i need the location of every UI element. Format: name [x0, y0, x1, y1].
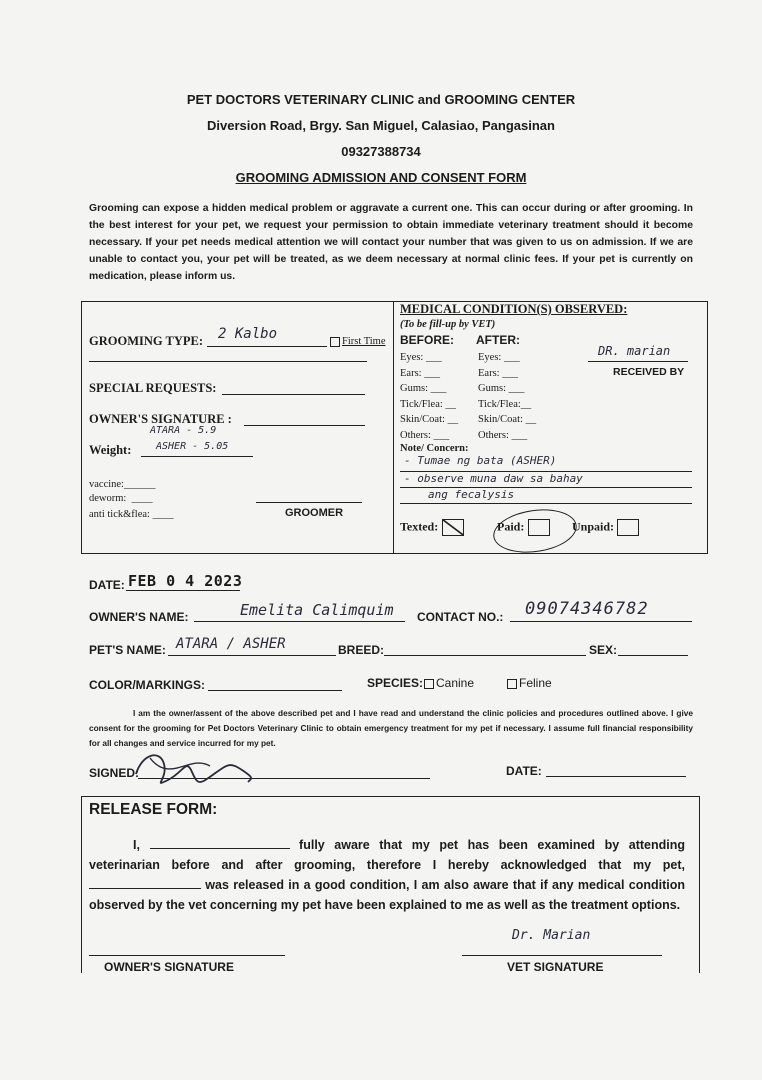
owner-name-value: Emelita Calimquim: [240, 601, 394, 619]
color-markings-field[interactable]: [208, 690, 342, 691]
canine-option[interactable]: [424, 676, 474, 690]
grooming-type-field[interactable]: [207, 346, 327, 347]
before-eyes: Eyes: ___: [400, 352, 442, 363]
after-others: Others: ___: [478, 429, 528, 441]
intro-paragraph: Grooming can expose a hidden medical problem or aggravate a current one. This can occur during or after grooming. In the best interest for your pet, we request your permission to obtain immediate veterinary treatment should it become necessary. If your pet needs medical attention we will contact your number that was given to us on admission. If we are unable to contact you, your pet will be treated, as we deem necessary at normal clinic fees. If your pet is currently on medication, please inform us.: [89, 203, 693, 282]
weight-atara: ATARA - 5.9: [150, 425, 217, 436]
release-text-1: fully aware that my pet has been examined by attending veterinarian before and after grooming, therefore I hereby acknowledged that my pet,: [89, 838, 685, 872]
pet-name-value: ATARA / ASHER: [176, 636, 286, 652]
special-requests-label: SPECIAL REQUESTS:: [89, 381, 217, 395]
after-ears: Ears: ___: [478, 367, 518, 379]
vaccine-label: vaccine:______: [89, 479, 156, 490]
pet-name-label: PET'S NAME:: [89, 643, 166, 657]
form-title: GROOMING ADMISSION AND CONSENT FORM: [235, 170, 527, 185]
date-label: DATE:: [89, 578, 125, 592]
note-label: Note/ Concern:: [400, 443, 469, 454]
release-vet-signature-line[interactable]: [462, 955, 662, 956]
contact-field[interactable]: [510, 621, 692, 622]
after-gums: Gums: ___: [478, 383, 525, 394]
clinic-address: Diversion Road, Brgy. San Miguel, Calasiao, Pangasinan: [207, 118, 555, 133]
anti-tick-label: anti tick&flea: ____: [89, 509, 174, 520]
release-text-start: I,: [133, 838, 140, 852]
before-label: BEFORE:: [400, 333, 454, 347]
received-by-name: DR. marian: [598, 344, 671, 358]
column-divider: [393, 301, 394, 554]
vet-signature-hand: Dr. Marian: [512, 928, 591, 943]
contact-label: CONTACT NO.:: [417, 610, 504, 624]
color-markings-label: COLOR/MARKINGS:: [89, 678, 205, 692]
owner-signature-field[interactable]: [244, 425, 365, 426]
release-paragraph: [89, 835, 685, 915]
date-stamp: FEB 0 4 2023: [128, 572, 243, 590]
after-label: AFTER:: [476, 333, 520, 347]
note-line-3[interactable]: [400, 503, 692, 504]
owner-name-label: OWNER'S NAME:: [89, 610, 189, 624]
deworm-label: deworm: ____: [89, 493, 153, 504]
sign-date-field[interactable]: [546, 776, 686, 777]
groomer-signature-line[interactable]: [256, 502, 362, 503]
special-requests-field[interactable]: [222, 394, 365, 395]
after-eyes: Eyes: ___: [478, 352, 520, 363]
first-time-label: First Time: [342, 336, 386, 347]
checkbox-icon: [617, 519, 639, 536]
unpaid-label: Unpaid:: [572, 519, 615, 534]
after-skin: Skin/Coat: __: [478, 414, 537, 425]
grooming-type-value: 2 Kalbo: [218, 326, 278, 342]
first-time-checkbox[interactable]: [330, 336, 385, 347]
before-ears: Ears: ___: [400, 367, 440, 379]
unpaid-checkbox[interactable]: [572, 519, 639, 536]
breed-field[interactable]: [384, 655, 586, 656]
weight-label: Weight:: [89, 443, 132, 457]
canine-label: Canine: [436, 676, 475, 690]
date-field[interactable]: [126, 590, 240, 591]
owner-signature-label: OWNER'S SIGNATURE :: [89, 412, 232, 426]
before-gums: Gums: ___: [400, 383, 447, 394]
signed-label: SIGNED:: [89, 766, 140, 780]
consent-paragraph: I am the owner/assent of the above described pet and I have read and understand the clinic policies and procedures outlined above. I give consent for the grooming for Pet Doctors Veterinary Clinic to obtain emergency treatment for my pet if necessary. I assume full financial responsibility for all changes and service incurred for my pet.: [89, 708, 693, 748]
texted-checkbox[interactable]: [400, 519, 464, 536]
sex-field[interactable]: [618, 655, 688, 656]
paid-label: Paid:: [497, 519, 525, 534]
received-by-label: RECEIVED BY: [613, 366, 685, 378]
feline-label: Feline: [519, 676, 552, 690]
groomer-label: GROOMER: [285, 507, 344, 519]
release-owner-name-field[interactable]: [150, 836, 290, 849]
release-owner-signature-label: OWNER'S SIGNATURE: [104, 960, 234, 974]
grooming-type-label: GROOMING TYPE:: [89, 334, 204, 348]
checkbox-icon: [442, 519, 464, 536]
weight-field[interactable]: [141, 456, 253, 457]
before-others: Others: ___: [400, 429, 450, 441]
checkbox-icon: [330, 337, 340, 347]
species-label: SPECIES:: [367, 676, 424, 690]
before-tick: Tick/Flea: __: [400, 398, 456, 410]
before-list: [400, 350, 458, 443]
note-text-3: ang fecalysis: [428, 488, 515, 501]
checkbox-icon: [424, 679, 434, 689]
sex-label: SEX:: [589, 643, 618, 657]
release-pet-name-field[interactable]: [89, 876, 201, 889]
release-text-2: was released in a good condition, I am also aware that if any medical condition observed by the vet concerning my pet have been explained to me as well as the treatment options.: [89, 878, 685, 912]
before-skin: Skin/Coat: __: [400, 414, 459, 425]
after-list: [478, 350, 536, 443]
owner-name-field[interactable]: [194, 621, 405, 622]
received-by-line: [588, 361, 688, 362]
feline-option[interactable]: [507, 676, 552, 690]
grooming-type-extra-line: [89, 361, 367, 362]
vet-fill-note: (To be fill-up by VET): [400, 319, 496, 330]
contact-value: 09074346782: [525, 599, 649, 619]
sign-date-label: DATE:: [506, 764, 542, 778]
checkbox-icon: [507, 679, 517, 689]
clinic-phone: 09327388734: [341, 144, 421, 159]
note-text-1: - Tumae ng bata (ASHER): [404, 454, 557, 467]
release-title: RELEASE FORM:: [89, 801, 218, 818]
pet-name-field[interactable]: [168, 655, 336, 656]
medical-title: MEDICAL CONDITION(S) OBSERVED:: [400, 302, 628, 316]
owner-signature-scribble: [130, 744, 260, 794]
clinic-name: PET DOCTORS VETERINARY CLINIC and GROOMING CENTER: [186, 92, 576, 107]
breed-label: BREED:: [338, 643, 385, 657]
release-vet-signature-label: VET SIGNATURE: [507, 960, 604, 974]
weight-asher: ASHER - 5.05: [156, 441, 229, 452]
release-owner-signature-line[interactable]: [89, 955, 285, 956]
texted-label: Texted:: [400, 519, 439, 534]
after-tick: Tick/Flea:__: [478, 398, 532, 410]
note-text-2: - observe muna daw sa bahay: [404, 472, 583, 485]
